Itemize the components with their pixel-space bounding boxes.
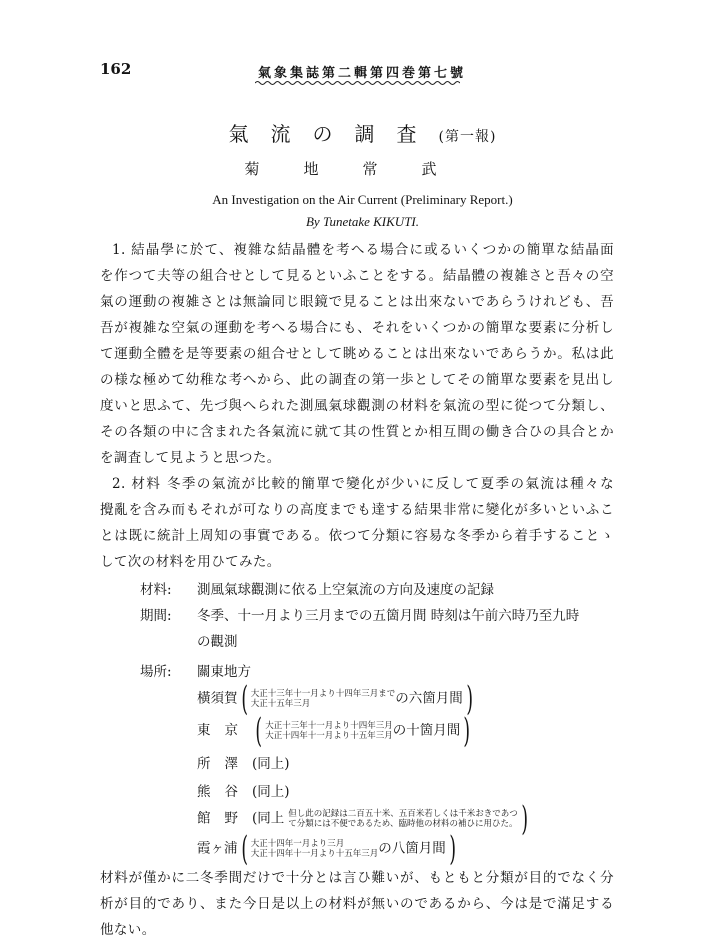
material-label: 材料: bbox=[140, 582, 172, 598]
period-text-cont: の觀測 bbox=[197, 634, 238, 650]
text-line: 材料が僅かに二冬季間だけで十分とは言ひ難いが、もともと分類が目的でなく分 bbox=[100, 870, 614, 886]
station-name: 所澤 bbox=[197, 756, 252, 772]
place-region: 關東地方 bbox=[197, 664, 251, 680]
station-note: 大正十三年十一月より十四年三月まで bbox=[250, 689, 396, 699]
text-line: を調査して見ようと思つた。 bbox=[100, 450, 281, 466]
station-paren: (同上) bbox=[252, 756, 290, 772]
place-label: 場所: bbox=[140, 664, 172, 680]
running-head: 氣象集誌第二輯第四巻第七號 bbox=[258, 66, 467, 81]
station-note: 大正十三年十一月より十四年三月 bbox=[265, 721, 393, 731]
station-duration: の六箇月間 bbox=[395, 690, 463, 707]
period-text: 冬季、十一月より三月までの五箇月間 時刻は午前六時乃至九時 bbox=[197, 608, 580, 624]
station-tateno: 館野(同上 但し此の記録は二百五十米、五百米若しくは千米おきであつ て分類には不便であるため、臨時他の材料の補ひに用ひた。 ) bbox=[197, 799, 528, 839]
text-line: とは既に統計上周知の事實である。依つて分類に容易な冬季から着手することゝ bbox=[100, 528, 614, 544]
station-note: 但し此の記録は二百五十米、五百米若しくは千米おきであつ bbox=[288, 809, 518, 819]
text-line: て運動全體を是等要素の組合せとして眺めることは出來ないであらうか。私は此 bbox=[100, 346, 614, 362]
station-tokorozawa bbox=[197, 752, 290, 772]
station-paren: (同上) bbox=[252, 784, 290, 800]
station-kasumigaura: 霞ヶ浦( 大正十四年一月より三月 大正十四年十一月より十五年三月の八箇月間) bbox=[197, 829, 456, 869]
period-label: 期間: bbox=[140, 608, 172, 624]
station-name: 霞ヶ浦 bbox=[197, 840, 238, 857]
station-kumagaya bbox=[197, 780, 290, 800]
text-line: 他ない。 bbox=[100, 922, 156, 938]
text-line: の様な極めて幼稚な考へから、此の調査の第一歩としてその簡單な要素を見出し bbox=[100, 372, 614, 388]
station-duration: の八箇月間 bbox=[378, 840, 446, 857]
wavy-rule bbox=[255, 80, 460, 86]
text-line: して次の材料を用ひてみた。 bbox=[100, 554, 281, 570]
text-line: 吾が複雑な空氣の運動を考へる場合にも、それをいくつかの簡單な要素に分析し bbox=[100, 320, 614, 336]
text-line: 1. 結晶學に於て、複雜な結晶體を考へる場合に或るいくつかの簡單な結晶面 bbox=[112, 242, 614, 258]
station-name: 館野 bbox=[197, 810, 252, 827]
station-name: 橫須賀 bbox=[197, 690, 238, 707]
station-paren: (同上 bbox=[252, 810, 285, 827]
text-line: を作つて夫等の組合せとして見るといふことをする。結晶體の複雑さと吾々の空 bbox=[100, 268, 614, 284]
author-name: 菊地常武 bbox=[244, 160, 481, 178]
station-yokosuka: 橫須賀( 大正十三年十一月より十四年三月まで 大正十五年三月 の六箇月間) bbox=[197, 679, 473, 719]
text-line: 2. 材料 冬季の氣流が比較的簡單で變化が少いに反して夏季の氣流は種々な bbox=[112, 476, 614, 492]
text-line: 攪亂を含み而もそれが可なりの高度までも達する結果非常に變化が多いといふこ bbox=[100, 502, 614, 518]
title-text: 氣流の調査 bbox=[228, 122, 439, 146]
station-name: 熊谷 bbox=[197, 784, 252, 800]
text-line: 氣の運動の複雑さとは無論同じ眼鏡で見ることは出來ないであらうけれども、吾 bbox=[100, 294, 614, 310]
text-line: 析が目的であり、また今日是以上の材料が無いのであるから、今は是で滿足する bbox=[100, 896, 614, 912]
text-line: 度いと思ふて、先づ與へられた測風氣球觀測の材料を氣流の型に從つて分類し、 bbox=[100, 398, 614, 414]
station-note: 大正十四年十一月より十五年三月 bbox=[265, 731, 393, 741]
station-note: て分類には不便であるため、臨時他の材料の補ひに用ひた。 bbox=[288, 819, 518, 829]
station-name: 東京 bbox=[197, 722, 252, 739]
english-title: An Investigation on the Air Current (Preliminary Report.) bbox=[212, 192, 513, 207]
station-note: 大正十四年十一月より十五年三月 bbox=[250, 849, 379, 859]
station-note: 大正十四年一月より三月 bbox=[250, 839, 345, 849]
station-note: 大正十五年三月 bbox=[250, 699, 311, 709]
article-title bbox=[0, 118, 725, 147]
station-duration: の十箇月間 bbox=[392, 722, 461, 739]
title-note: (第一報) bbox=[438, 129, 497, 145]
text-line: その各類の中に含まれた各氣流に就て其の性質とか相互間の働き合ひの具合とか bbox=[100, 424, 614, 440]
material-text: 測風氣球觀測に依る上空氣流の方向及速度の記録 bbox=[197, 582, 494, 598]
station-tokyo: 東京( 大正十三年十一月より十四年三月 大正十四年十一月より十五年三月の十箇月間) bbox=[197, 711, 471, 751]
page-number: 162 bbox=[100, 60, 132, 78]
english-author: By Tunetake KIKUTI. bbox=[305, 214, 419, 229]
